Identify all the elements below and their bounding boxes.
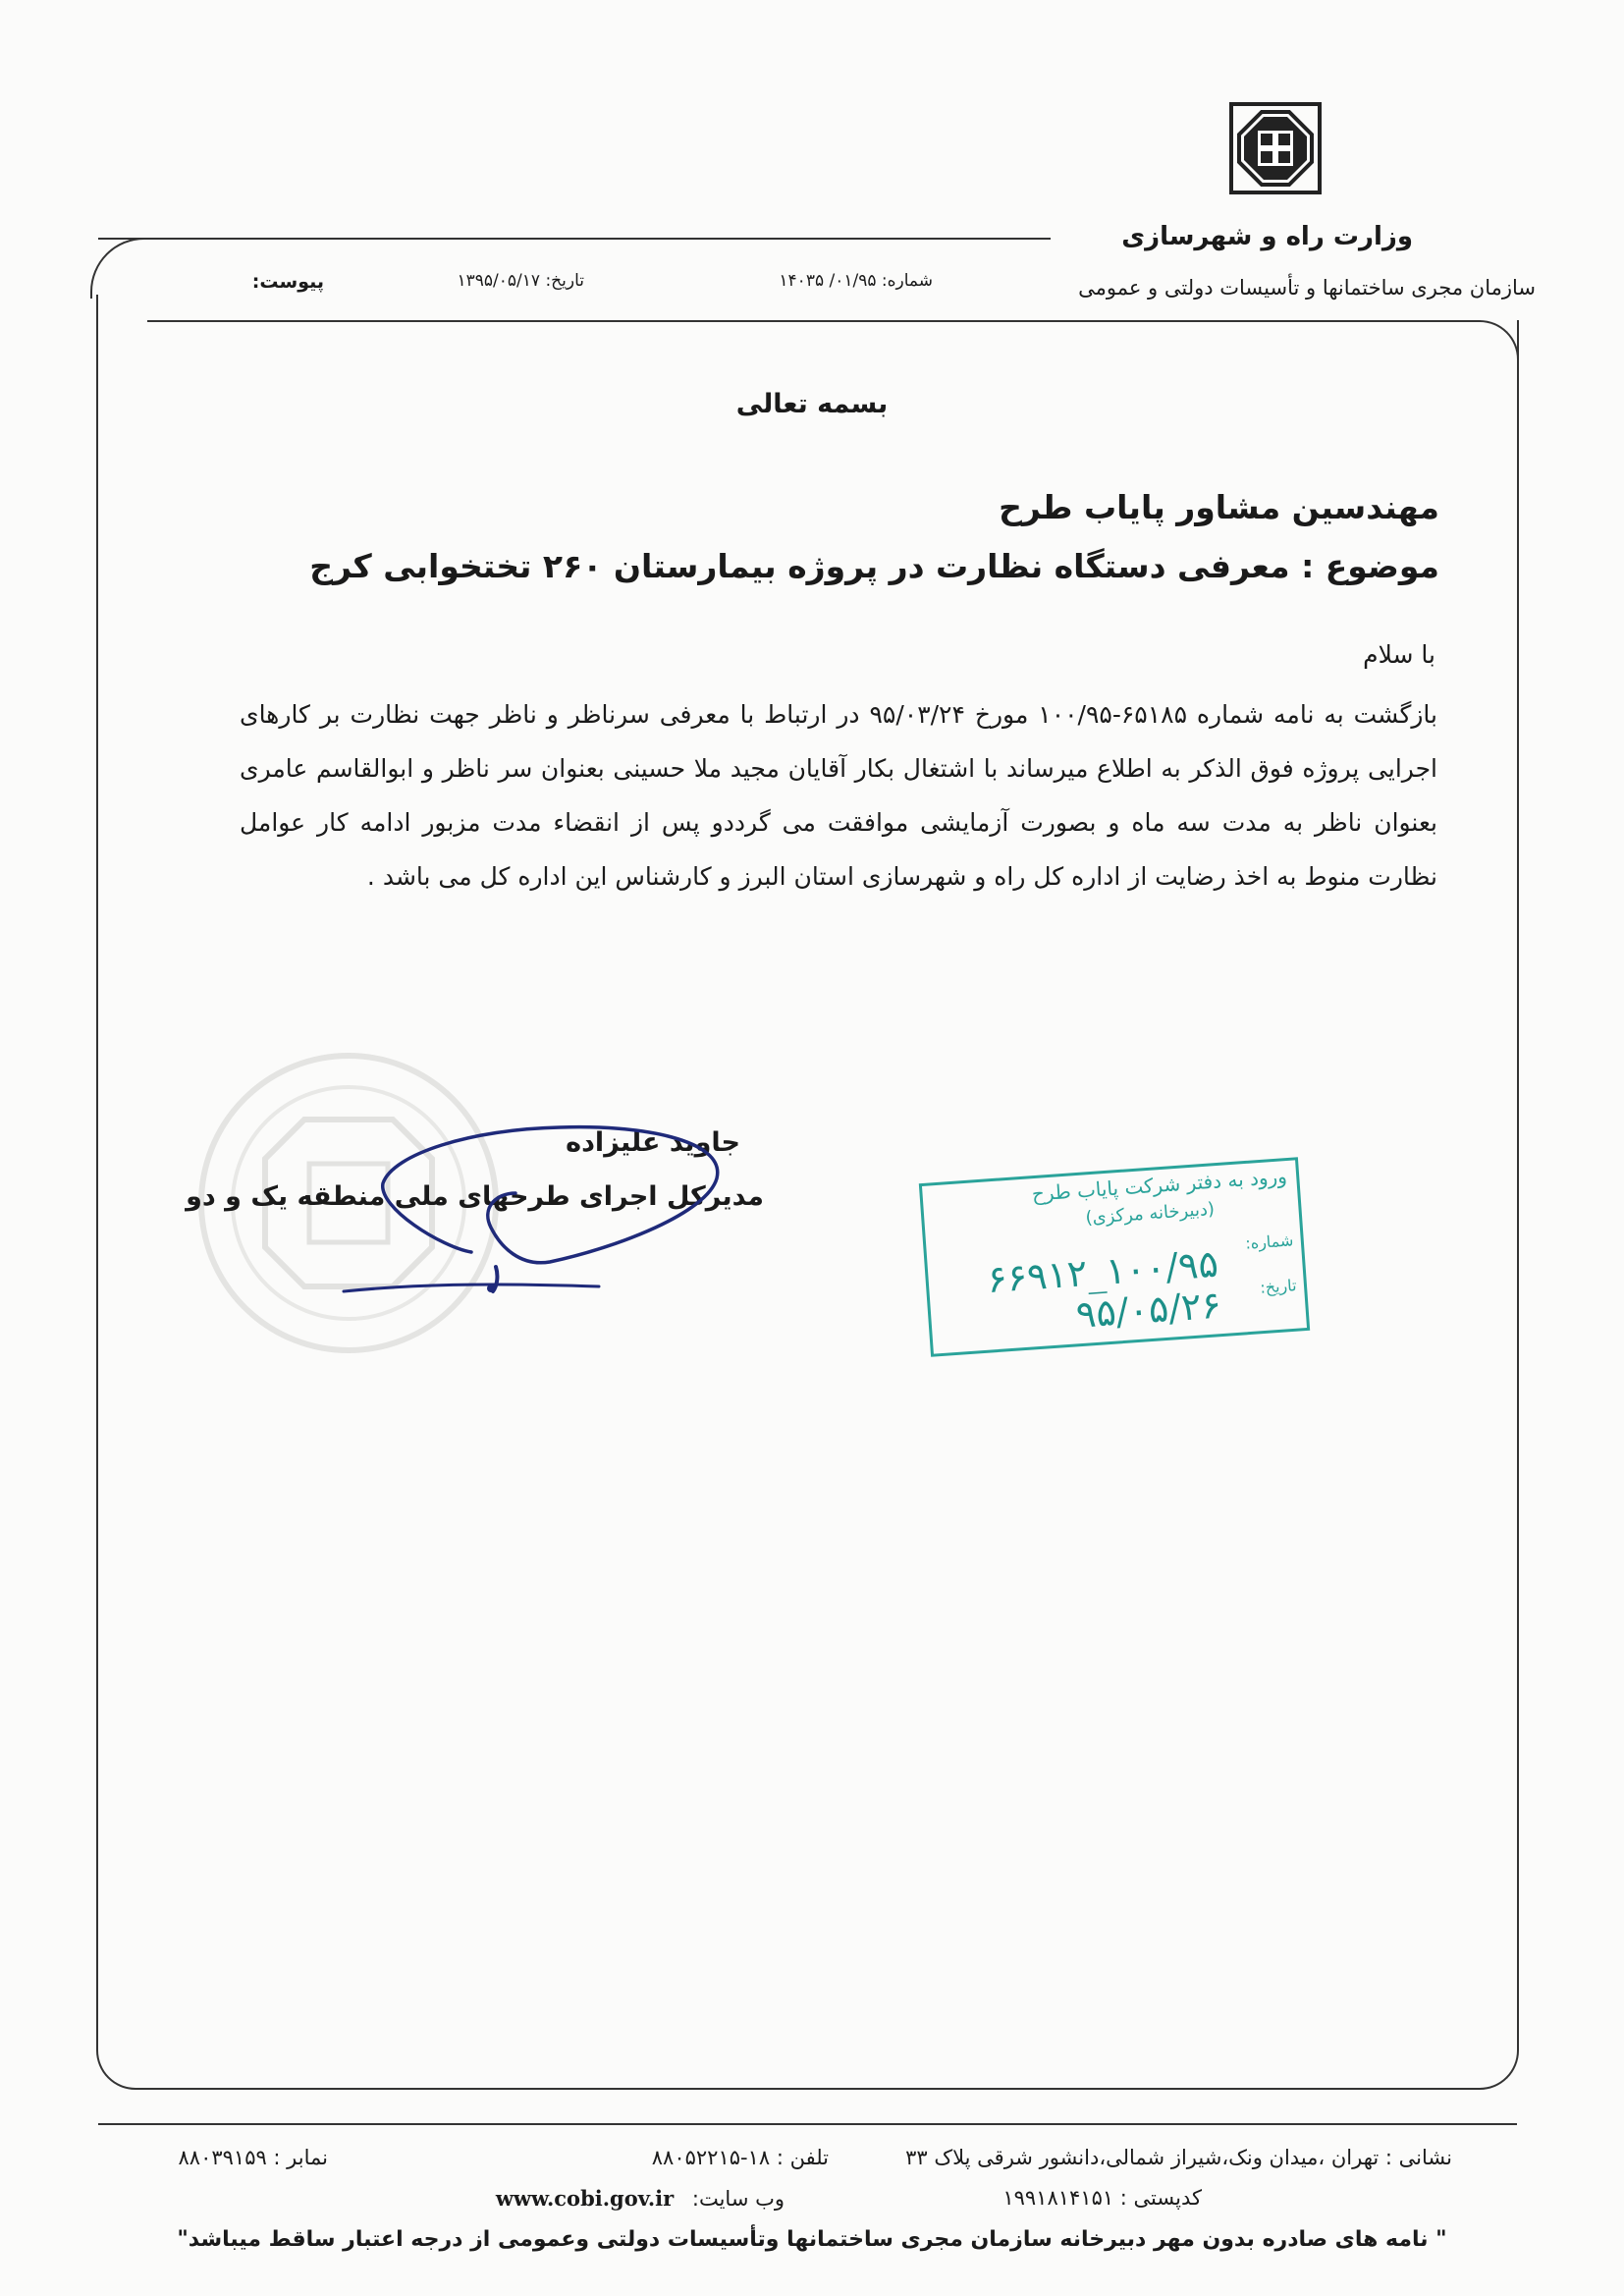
organization-name: سازمان مجری ساختمانها و تأسیسات دولتی و عمومی (1078, 276, 1536, 300)
header-divider (98, 238, 1051, 240)
received-stamp (917, 1156, 1312, 1359)
frame-corner (90, 238, 151, 299)
date-label: تاریخ: (545, 271, 584, 291)
stamp-number-label: شماره: (1244, 1230, 1294, 1253)
stamp-title: ورود به دفتر شرکت پایاب طرح (1031, 1164, 1288, 1206)
letter-body: بازگشت به نامه شماره ۶۵۱۸۵-۱۰۰/۹۵ مورخ ۹۵/۰۳/۲۴ در ارتباط با معرفی سرناظر و ناظر جهت نظارت بر کارهای اجرایی پروژه فوق الذکر به اطلاع میرساند با اشتغال بکار آقایان مجید ملا حسینی بعنوان سر ناظر و ابوالقاسم عامری بعنوان ناظر به مدت سه ماه و بصورت آزمایشی موافقت می گرددو پس از انقضاء مدت مزبور ادامه کار عوامل نظارت منوط به اخذ رضایت از اداره کل راه و شهرسازی استان البرز و کارشناس این اداره کل می باشد . (240, 700, 1438, 891)
recipient: مهندسین مشاور پایاب طرح (999, 488, 1439, 526)
ministry-logo-icon (1229, 102, 1322, 194)
footer-phone: تلفن : ۱۸-۸۸۰۵۲۲۱۵ (651, 2146, 829, 2169)
number-label: شماره: (881, 271, 933, 291)
handwritten-signature (324, 1100, 736, 1296)
footer-postal-code: کدپستی : ۱۹۹۱۸۱۴۱۵۱ (1002, 2186, 1202, 2210)
frame-top-edge (147, 320, 1478, 322)
subject-line: موضوع : معرفی دستگاه نظارت در پروژه بیمارستان ۲۶۰ تختخوابی کرج (309, 547, 1439, 585)
footer-website (496, 2186, 785, 2211)
website-label: وب سایت: (691, 2187, 785, 2211)
ministry-name: وزارت راه و شهرسازی (1121, 222, 1413, 251)
date-value: ۱۳۹۵/۰۵/۱۷ (457, 271, 541, 291)
opening-invocation: بسمه تعالی (735, 389, 889, 419)
stamp-date-label: تاریخ: (1259, 1276, 1298, 1297)
attachment-label: پیوست: (251, 271, 324, 293)
signatory-name: جاوید علیزاده (566, 1127, 740, 1158)
frame-edge (96, 295, 98, 322)
signatory-title: مدیرکل اجرای طرحهای ملی منطقه یک و دو (186, 1181, 764, 1212)
stamp-date-value: ۹۵/۰۵/۲۶ (1074, 1283, 1223, 1337)
letter-meta (245, 271, 933, 301)
footer-divider (98, 2123, 1517, 2125)
stamp-subtitle: (دبیرخانه مرکزی) (1084, 1198, 1216, 1229)
letter-number (779, 271, 933, 291)
letter-date (458, 271, 584, 291)
stamp-number-value: ۱۰۰/۹۵_۶۶۹۱۲ (985, 1241, 1220, 1302)
footer-address: نشانی : تهران ،میدان ونک،شیراز شمالی،دانشور شرقی پلاک ۳۳ (905, 2146, 1452, 2169)
number-value: ۰۱/۹۵/ ۱۴۰۳۵ (779, 271, 877, 291)
footer-fax: نمابر : ۸۸۰۳۹۱۵۹ (178, 2146, 328, 2169)
website-link[interactable]: www.cobi.gov.ir (495, 2186, 675, 2211)
greeting: با سلام (1363, 640, 1435, 669)
footer-disclaimer: " نامه های صادره بدون مهر دبیرخانه سازمان مجری ساختمانها وتأسیسات دولتی وعمومی از درجه اعتبار ساقط میباشد" (177, 2227, 1447, 2252)
